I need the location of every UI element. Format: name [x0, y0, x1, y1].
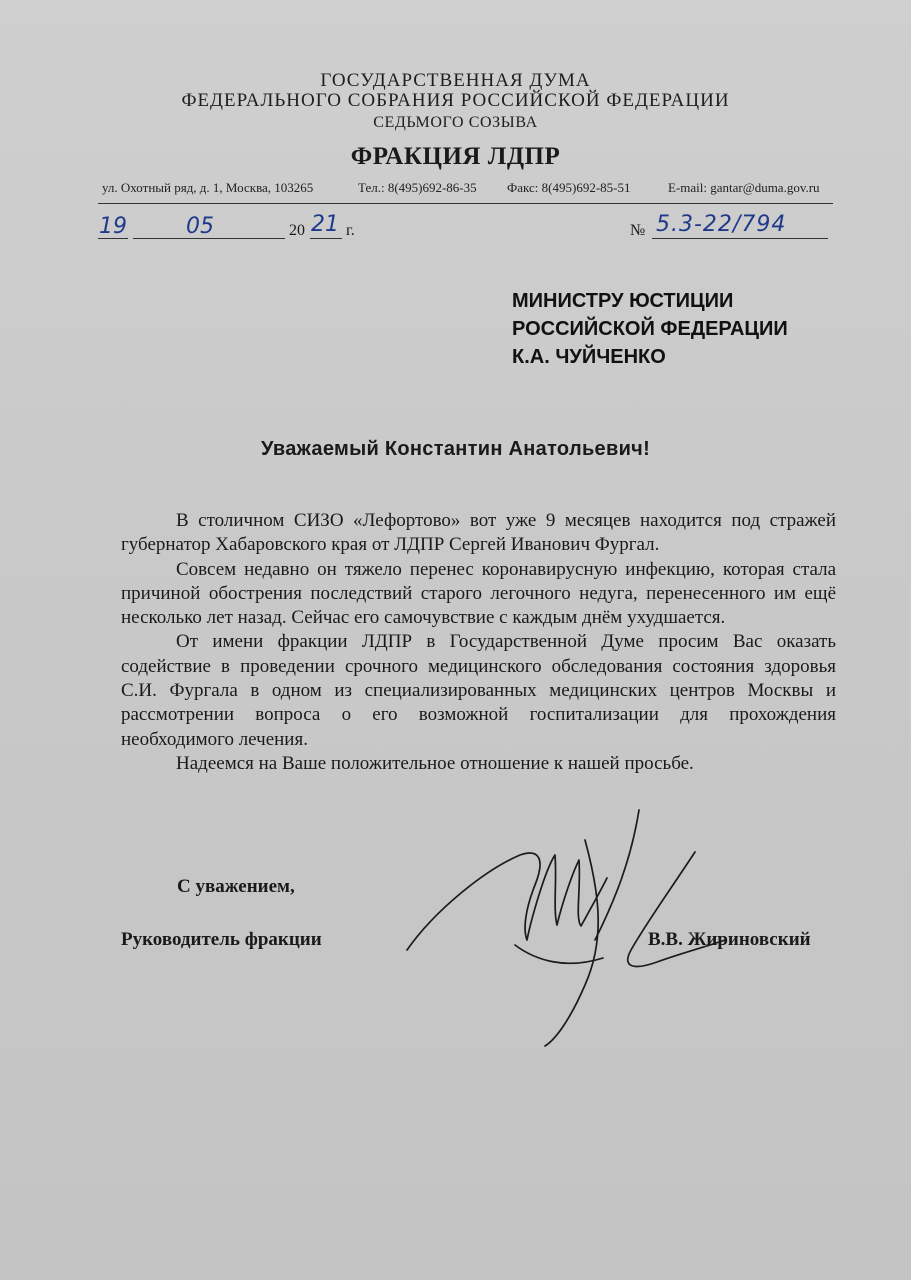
letterhead-divider	[98, 203, 833, 204]
salutation: Уважаемый Константин Анатольевич!	[260, 438, 651, 460]
date-month: 05	[186, 214, 214, 239]
addressee-block	[512, 287, 788, 371]
body-paragraph-2: Совсем недавно он тяжело перенес коронавирусную инфекцию, которая стала причиной обострения последствий старого легочного недуга, перенесенного им ещё несколько лет назад. Сейчас его самочувствие с каждым днём ухудшается.	[121, 558, 836, 629]
handwritten-signature	[395, 800, 725, 1060]
letterhead-line-1: ГОСУДАРСТВЕННАЯ ДУМА	[320, 70, 591, 91]
date-year-suffix: 21	[311, 212, 339, 237]
signatory-name: В.В. Жириновский	[648, 929, 811, 950]
body-paragraph-4: Надеемся на Ваше положительное отношение к нашей просьбе.	[176, 752, 694, 774]
closing-regards: С уважением,	[177, 876, 295, 897]
faction-title: ФРАКЦИЯ ЛДПР	[350, 143, 561, 170]
dateline	[0, 212, 911, 252]
addressee-line-1: МИНИСТРУ ЮСТИЦИИ	[512, 290, 734, 312]
body-paragraph-1: В столичном СИЗО «Лефортово» вот уже 9 месяцев находится под стражей губернатор Хабаровского края от ЛДПР Сергей Иванович Фургал.	[121, 510, 836, 556]
contact-fax: Факс: 8(495)692-85-51	[507, 180, 631, 195]
date-year-mark: г.	[346, 222, 355, 239]
contact-address: ул. Охотный ряд, д. 1, Москва, 103265	[102, 180, 314, 195]
letterhead-line-2: ФЕДЕРАЛЬНОГО СОБРАНИЯ РОССИЙСКОЙ ФЕДЕРАЦИИ	[181, 90, 730, 111]
document-number: 5.3-22/794	[656, 212, 787, 237]
contact-phone: Тел.: 8(495)692-86-35	[358, 180, 477, 195]
signatory-title: Руководитель фракции	[121, 929, 322, 950]
year-underline	[310, 238, 342, 239]
number-mark: №	[630, 222, 646, 239]
addressee-line-2: РОССИЙСКОЙ ФЕДЕРАЦИИ	[512, 318, 788, 340]
body-paragraph-3: От имени фракции ЛДПР в Государственной Думе просим Вас оказать содействие в проведении срочного медицинского обследования состояния здоровья С.И. Фургала в одном из специализированных медицинских центров Москвы и рассмотрении вопроса о его возможной госпитализации для прохождения необходимого лечения.	[121, 631, 836, 750]
date-day: 19	[99, 214, 127, 239]
date-year-prefix: 20	[289, 222, 305, 239]
letterhead-line-3: СЕДЬМОГО СОЗЫВА	[373, 114, 538, 131]
number-underline	[652, 238, 828, 239]
addressee-line-3: К.А. ЧУЙЧЕНКО	[512, 346, 666, 368]
contact-email: E-mail: gantar@duma.gov.ru	[668, 180, 820, 195]
letter-body	[121, 509, 836, 776]
